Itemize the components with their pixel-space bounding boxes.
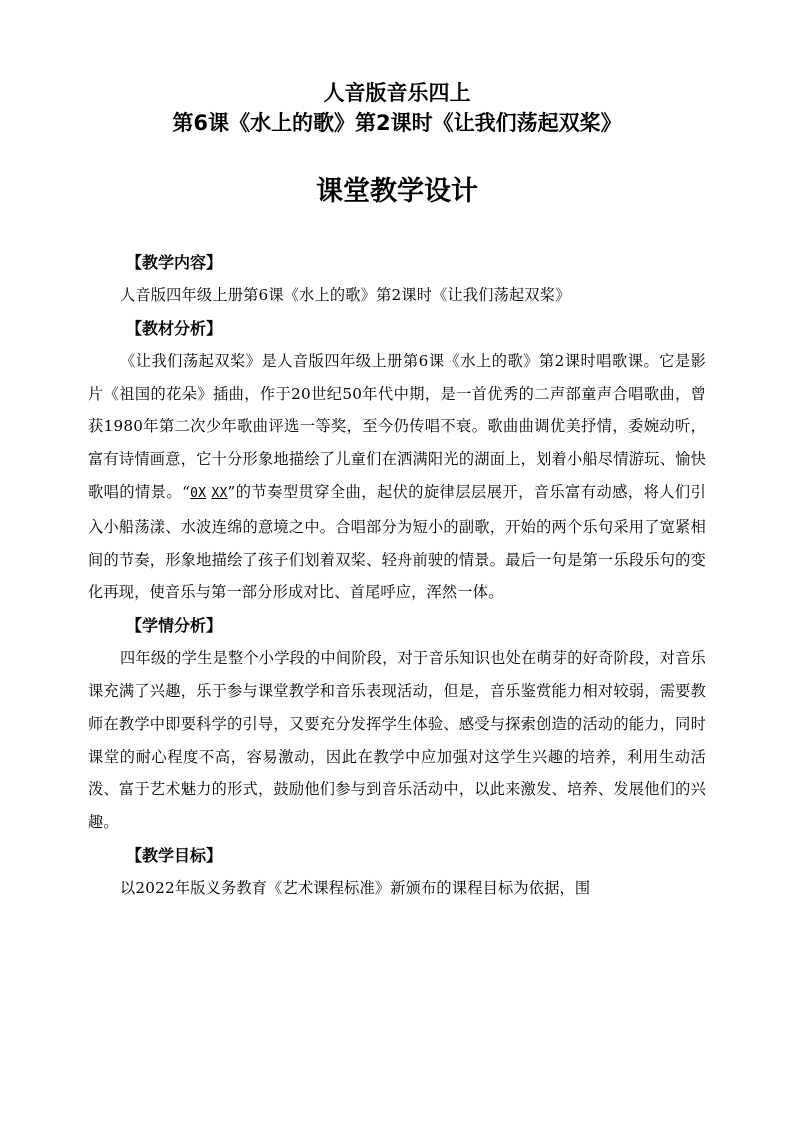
section-text-learner: 四年级的学生是整个小学段的中间阶段，对于音乐知识也处在萌芽的好奇阶段，对音乐课充满了兴趣，乐于参与课堂教学和音乐表现活动，但是，音乐鉴赏能力相对较弱，需要教师在教学中即要科学的引导，又要充分发挥学生体验、感受与探索创造的活动的能力，同时课堂的耐心程度不高，容易激动，因此在教学中应加强对这学生兴趣的培养，利用生动活泼、富于艺术魅力的形式，鼓励他们参与到音乐活动中，以此来激发、培养、发展他们的兴趣。 — [88, 649, 706, 832]
analysis-text-part-a: 《让我们荡起双桨》是人音版四年级上册第6课《水上的歌》第2课时唱歌课。它是影片《祖国的花朵》插曲，作于20世纪50年代中期，是一首优秀的二声部童声合唱歌曲，曾获1980年第二次少年歌曲评选一等奖，至今仍传唱不衰。歌曲曲调优美抒情，委婉动听，富有诗情画意，它十分形象地描绘了儿童们在洒满阳光的湖面上，划着小船尽情游玩、愉快歌唱的情景。“ — [88, 351, 706, 501]
rhythm-notation-1: 0X — [190, 485, 207, 501]
analysis-text-part-b: ”的节奏型贯穿全曲，起伏的旋律层层展开，音乐富有动感，将人们引入小船荡漾、水波连绵的意境之中。合唱部分为短小的副歌，开始的两个乐句采用了宽紧相间的节奏，形象地描绘了孩子们划着双桨、轻舟前驶的情景。最后一句是第一乐段乐句的变化再现，使音乐与第一部分形成对比、首尾呼应，浑然一体。 — [88, 482, 707, 602]
section-heading-learner: 【学情分析】 — [126, 616, 223, 636]
section-text-content: 人音版四年级上册第6课《水上的歌》第2课时《让我们荡起双桨》 — [120, 286, 571, 304]
rhythm-notation-2: XX — [211, 485, 228, 501]
document-title-line2: 第6课《水上的歌》第2课时《让我们荡起双桨》 — [172, 111, 622, 135]
document-subtitle: 课堂教学设计 — [316, 176, 478, 207]
document-title-line1: 人音版音乐四上 — [323, 81, 471, 105]
section-heading-content: 【教学内容】 — [126, 253, 223, 272]
section-text-analysis — [88, 345, 706, 609]
section-heading-goals: 【教学目标】 — [126, 845, 223, 865]
section-text-goals: 以2022年版义务教育《艺术课程标准》新颁布的课程目标为依据，围 — [120, 878, 591, 897]
section-heading-analysis: 【教材分析】 — [126, 318, 223, 338]
